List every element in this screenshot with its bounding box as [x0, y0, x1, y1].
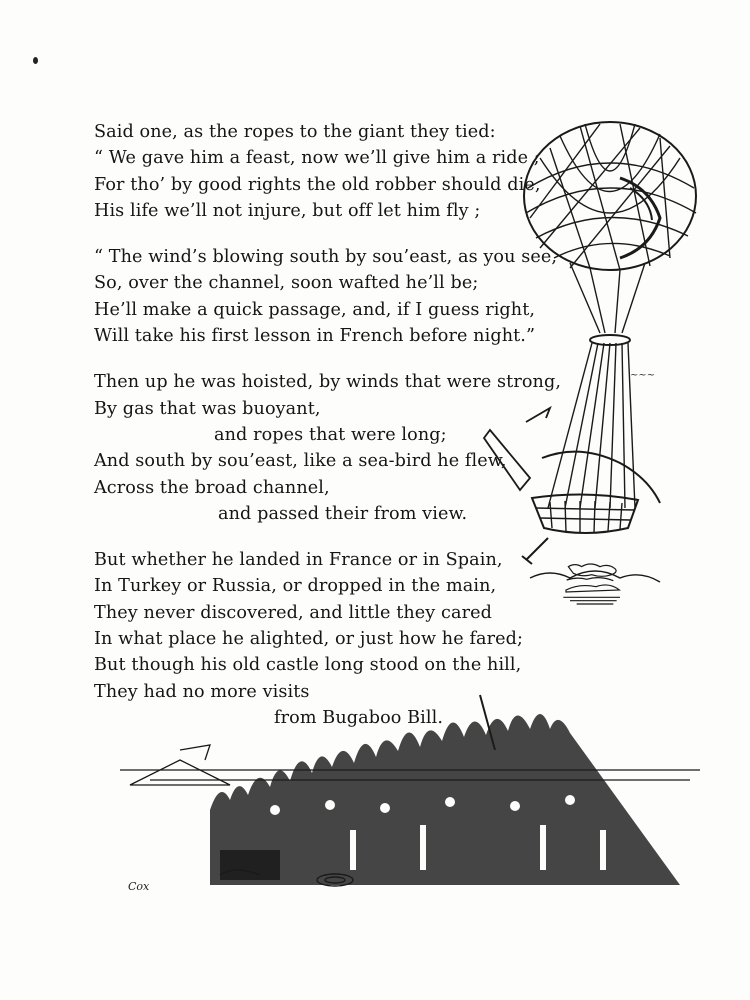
poem-line: They never discovered, and little they cared — [94, 602, 492, 623]
poem-line: from Bugaboo Bill. — [274, 707, 444, 728]
poem-line: Will take his first lesson in French before night.” — [94, 326, 536, 347]
poem-line: But though his old castle long stood on the hill, — [94, 655, 522, 676]
poem-line: Said one, as the ropes to the giant they tied: — [94, 122, 496, 142]
ink-speck — [33, 57, 38, 64]
poem-line: Then up he was hoisted, by winds that were strong, — [94, 372, 562, 393]
poem-line: For tho’ by good rights the old robber should die, — [94, 174, 541, 195]
poem-line: They had no more visits — [94, 681, 310, 702]
crowd-illustration — [120, 690, 700, 900]
poem-line: So, over the channel, soon wafted he’ll be; — [94, 273, 479, 294]
balloon-illustration — [470, 118, 710, 598]
poem-line: and ropes that were long; — [214, 424, 447, 445]
poem-line: “ The wind’s blowing south by sou’east, as you see, — [94, 247, 558, 268]
poem-line: His life we’ll not injure, but off let him fly ; — [94, 200, 481, 221]
poem-line: In what place he alighted, or just how he fared; — [94, 629, 524, 650]
artist-signature: Cox — [128, 880, 150, 893]
poem-line: But whether he landed in France or in Spain, — [94, 550, 503, 571]
poem-line: “ We gave him a feast, now we’ll give him a ride ; — [94, 148, 540, 169]
svg-text:~~~: ~~~ — [630, 370, 656, 381]
poem-line: Across the broad channel, — [94, 477, 330, 498]
poem-line: and passed their from view. — [218, 503, 468, 524]
poem-line: By gas that was buoyant, — [94, 398, 321, 419]
poem-line: In Turkey or Russia, or dropped in the main, — [94, 576, 497, 597]
poem-line: He’ll make a quick passage, and, if I guess right, — [94, 299, 536, 320]
poem-line: And south by sou’east, like a sea-bird he flew, — [94, 451, 507, 472]
